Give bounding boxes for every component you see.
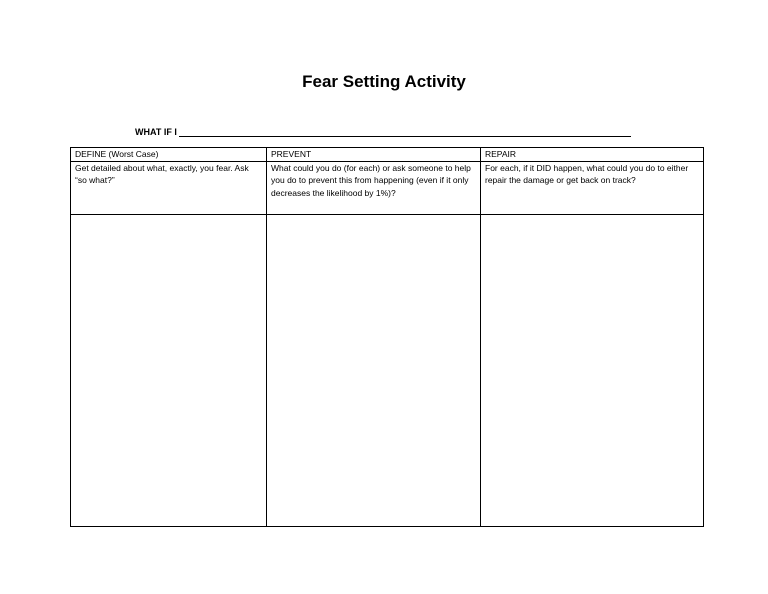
what-if-line [135,124,631,137]
header-row [71,148,704,162]
what-if-label: WHAT IF I [135,127,177,137]
define-answer-cell[interactable] [71,214,267,526]
repair-header: REPAIR [481,148,704,162]
repair-description: For each, if it DID happen, what could you do to either repair the damage or get back on track? [481,161,704,214]
fear-setting-table [70,147,704,527]
repair-answer-cell[interactable] [481,214,704,526]
description-row [71,161,704,214]
define-header: DEFINE (Worst Case) [71,148,267,162]
prevent-answer-cell[interactable] [267,214,481,526]
answer-row [71,214,704,526]
define-description: Get detailed about what, exactly, you fear. Ask “so what?” [71,161,267,214]
prevent-header: PREVENT [267,148,481,162]
prevent-description: What could you do (for each) or ask someone to help you do to prevent this from happening (even if it only decreases the likelihood by 1%)? [267,161,481,214]
page-title: Fear Setting Activity [302,72,466,91]
what-if-blank[interactable] [179,124,631,137]
